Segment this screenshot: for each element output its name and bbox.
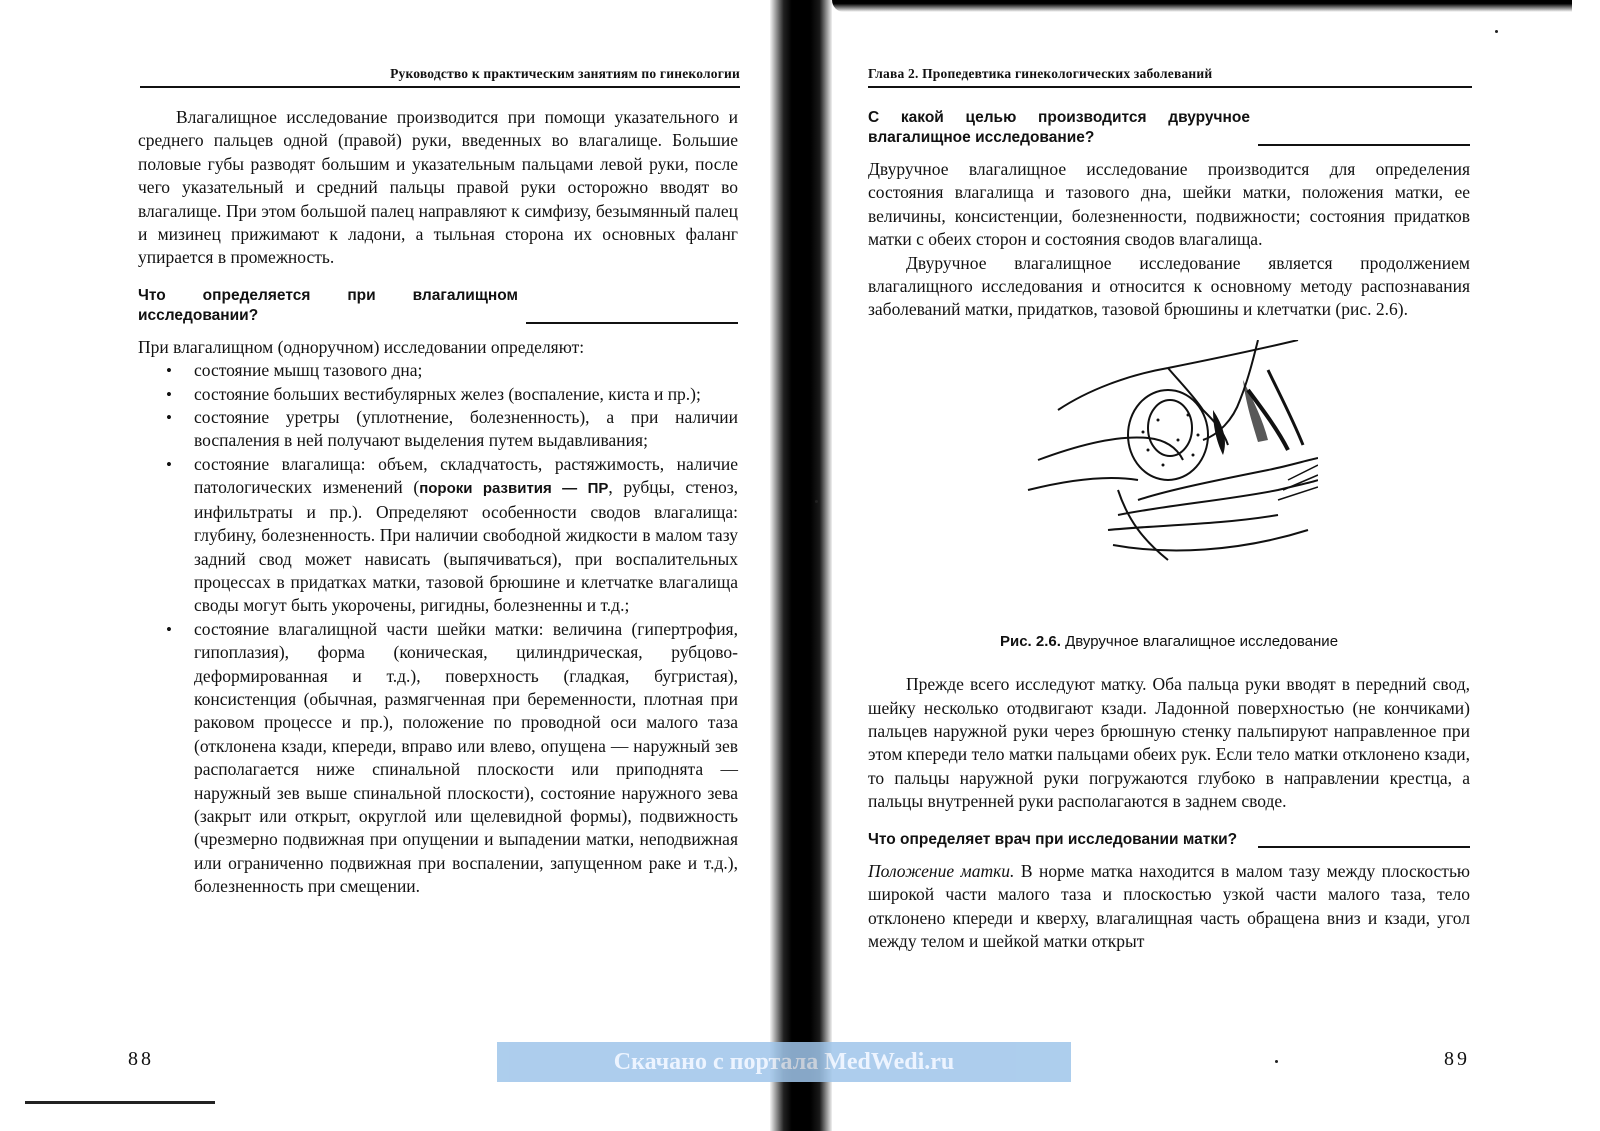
heading-rule: [1258, 144, 1470, 146]
heading-rule: [526, 322, 738, 324]
scan-speck: [815, 500, 818, 503]
paragraph-4-rest: В норме матка находится в малом тазу между плоскостью широкой части малого таза и плоскостью узкой части малого таза, тело отклонено кпереди и кверху, влагалищная часть обращена вниз и кзади, угол между телом и шейкой матки открыт: [868, 860, 1470, 951]
scan-edge-line: [25, 1101, 215, 1104]
list-item-bold: пороки развития — ПР: [419, 480, 609, 498]
watermark-banner: Скачано с портала MedWedi.ru: [497, 1042, 1071, 1082]
running-head-right: Глава 2. Пропедевтика гинекологических заболеваний: [868, 66, 1472, 88]
paragraph-4-italic: Положение матки.: [868, 860, 1015, 881]
gutter-shadow: [770, 0, 832, 1131]
list-item: • состояние уретры (уплотнение, болезненность), а при наличии воспаления в ней получают выделения путем выдавливания;: [162, 406, 738, 453]
list-item: [162, 453, 738, 618]
paragraph-3: Прежде всего исследуют матку. Оба пальца руки вводят в передний свод, шейку несколько отодвигают кзади. Ладонной поверхностью (не кончиками) пальцев наружной руки через брюшную стенку пальпируют направленное при этом кпереди тело матки пальцами обеих рук. Если тело матки отклонено кзади, то пальцы наружной руки погружаются глубоко в направлении крестца, а пальцы внутренней руки располагаются в заднем своде.: [868, 674, 1470, 812]
paragraph-1: Двуручное влагалищное исследование производится для определения состояния влагалища и тазового дна, шейки матки, положения матки, ее величины, консистенции, болезненности, подвижности; состояния придатков матки с обеих сторон и состояния сводов влагалища.: [868, 159, 1470, 250]
figure-caption: [868, 630, 1470, 653]
lead-paragraph: При влагалищном (одноручном) исследовании определяют:: [138, 336, 585, 357]
figure-label: Рис. 2.6.: [999, 632, 1061, 650]
list-item-rest: , рубцы, стеноз, инфильтраты и пр.). Определяют особенности сводов влагалища: глубину, болезненность. При наличии свободной жидкости в малом тазу задний свод может нависать (выпячиваться), при воспалительных процессах в придатках матки, тазовой брюшине и клетчатке влагалища своды могут быть укорочены, ригидны, болезненны и т.д.;: [194, 477, 738, 616]
list-item-text: состояние влагалища: объем, складчатость, растяжимость, наличие патологических изменений (: [194, 453, 738, 498]
question-heading-text: С какой целью производится двуручное влагалищное исследование?: [868, 109, 1250, 146]
paragraph-4: [868, 860, 1470, 954]
list-item: • состояние мышц тазового дна;: [162, 359, 738, 382]
left-page: [0, 0, 770, 1131]
scan-speck: [1495, 30, 1498, 33]
left-page-text: [138, 106, 738, 899]
question-heading-uterus-exam: [868, 830, 1470, 850]
question-heading-text: Что определяет врач при исследовании матки?: [868, 830, 1238, 848]
question-heading-text: Что определяется при влагалищном исследовании?: [138, 286, 518, 324]
heading-rule: [1258, 846, 1470, 848]
findings-list: [162, 359, 738, 898]
intro-paragraph: Влагалищное исследование производится при помощи указательного и среднего пальцев одной (правой) руки, введенных во влагалище. Большие половые губы разводят большим и указательным пальцами левой руки, после чего указательный и средний пальцы правой руки осторожно вводят во влагалище. При этом большой палец направляют к симфизу, безымянный палец и мизинец прижимают к ладони, а тыльная сторона их основных фаланг упирается в промежность.: [138, 107, 738, 268]
bimanual-exam-illustration: [1018, 340, 1318, 565]
right-page: [832, 0, 1600, 1131]
list-item: • состояние больших вестибулярных желез (воспаление, киста и пр.);: [162, 383, 738, 406]
figure-bimanual-exam: [868, 340, 1470, 620]
page-number-right: 89: [1444, 1048, 1470, 1070]
running-head-left: Руководство к практическим занятиям по гинекологии: [140, 66, 740, 88]
paragraph-2: Двуручное влагалищное исследование является продолжением влагалищного исследования и относится к основному методу распознавания заболеваний матки, придатков, тазовой брюшины и клетчатки (рис. 2.6).: [868, 252, 1470, 320]
question-heading-bimanual-purpose: [868, 108, 1470, 148]
figure-caption-text: Двуручное влагалищное исследование: [1065, 632, 1339, 650]
list-item: • состояние влагалищной части шейки матки: величина (гипертрофия, гипоплазия), форма (коническая, цилиндрическая, рубцово-деформированная и т.д.), поверхность (гладкая, бугристая), консистенция (обычная, размягченная при беременности, плотная при раковом процессе и пр.), положение по проводной оси малого таза (отклонена кзади, кпереди, вправо или влево, опущена — наружный зев располагается ниже спинальной плоскости или приподнята — наружный зев выше спинальной плоскости), состояние наружного зева (закрыт или открыт, округлой или щелевидной формы), подвижность (чрезмерно подвижная при опущении и выпадении матки, неподвижная или ограниченно подвижная при воспалении, запущенном раке и т.д.), болезненность при смещении.: [162, 618, 738, 899]
question-heading-vaginal-exam: [138, 286, 738, 326]
scan-speck: [1275, 1060, 1278, 1063]
page-number-left: 88: [128, 1048, 154, 1070]
right-page-text: [868, 106, 1470, 953]
